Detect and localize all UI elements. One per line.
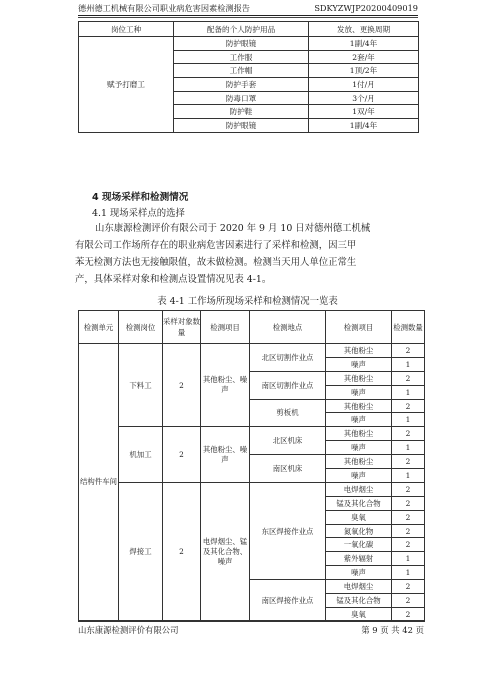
ppe-item-cell: 防护眼镜 [174,119,309,133]
hazard-cell: 噪声 [326,441,392,455]
quantity-cell: 2 [392,482,425,496]
hazard-cell: 其他粉尘 [326,371,392,385]
sampling-table [78,310,425,622]
post-cell: 赋予打磨工 [79,37,174,133]
cycle-cell: 3个/月 [309,91,419,105]
paragraph-line: 产，具体采样对象和检测点设置情况见表 4-1。 [75,274,272,285]
quantity-cell: 2 [392,399,425,413]
ppe-item-cell: 防护手套 [174,78,309,92]
quantity-cell: 1 [392,552,425,566]
column-header: 采样对象数量 [163,311,201,344]
quantity-cell: 1 [392,469,425,483]
ppe-table [78,21,419,133]
items-cell: 其他粉尘、噪声 [201,427,250,483]
location-cell: 东区焊接作业点 [250,482,326,579]
page-footer [78,624,424,636]
section-title: 4 现场采样和检测情况 [92,192,189,203]
footer-company: 山东康源检测评价有限公司 [78,625,179,635]
hazard-cell: 臭氧 [326,607,392,621]
quantity-cell: 1 [392,357,425,371]
paragraph-line: 有限公司工作场所存在的职业病危害因素进行了采样和检测，因三甲 [75,240,357,251]
ppe-item-cell: 防毒口罩 [174,91,309,105]
column-header: 配备的个人防护用品 [174,22,309,37]
paragraph-line: 山东康源检测评价有限公司于 2020 年 9 月 10 日对德州德工机械 [95,223,371,234]
quantity-cell: 2 [392,344,425,358]
sample-count-cell: 2 [163,482,201,621]
cycle-cell: 2套/年 [309,50,419,64]
cycle-cell: 1双/年 [309,105,419,119]
quantity-cell: 2 [392,538,425,552]
ppe-item-cell: 工作帽 [174,64,309,78]
table-header-row [79,22,419,37]
unit-cell: 结构件车间 [79,344,119,622]
sample-count-cell: 2 [163,344,201,427]
items-cell: 电焊烟尘、锰及其化合物、噪声 [201,482,250,621]
ppe-item-cell: 防护鞋 [174,105,309,119]
cycle-cell: 1付/月 [309,78,419,92]
quantity-cell: 2 [392,496,425,510]
quantity-cell: 1 [392,441,425,455]
location-cell: 南区焊接作业点 [250,580,326,622]
quantity-cell: 2 [392,524,425,538]
hazard-cell: 电焊烟尘 [326,482,392,496]
hazard-cell: 噪声 [326,385,392,399]
column-header: 检测数量 [392,311,425,344]
hazard-cell: 锰及其化合物 [326,496,392,510]
hazard-cell: 紫外辐射 [326,552,392,566]
hazard-cell: 噪声 [326,566,392,580]
hazard-cell: 电焊烟尘 [326,580,392,594]
hazard-cell: 氮氧化物 [326,524,392,538]
quantity-cell: 2 [392,371,425,385]
body-paragraph [75,220,418,288]
quantity-cell: 2 [392,455,425,469]
header-rule [78,15,418,16]
column-header: 检测岗位 [119,311,163,344]
table-row [79,482,425,496]
column-header: 检测项目 [201,311,250,344]
header-title: 德州德工机械有限公司职业病危害因素检测报告 [78,3,250,13]
quantity-cell: 1 [392,385,425,399]
table-row [79,37,419,51]
location-cell: 北区切割作业点 [250,344,326,372]
post-cell: 下料工 [119,344,163,427]
hazard-cell: 其他粉尘 [326,427,392,441]
hazard-cell: 锰及其化合物 [326,594,392,608]
quantity-cell: 1 [392,413,425,427]
location-cell: 南区机床 [250,455,326,483]
cycle-cell: 1副/4年 [309,37,419,51]
items-cell: 其他粉尘、噪声 [201,344,250,427]
hazard-cell: 噪声 [326,357,392,371]
quantity-cell: 2 [392,580,425,594]
hazard-cell: 其他粉尘 [326,455,392,469]
table-header-row [79,311,425,344]
cycle-cell: 1副/4年 [309,119,419,133]
quantity-cell: 2 [392,510,425,524]
column-header: 发放、更换周期 [309,22,419,37]
ppe-item-cell: 防护眼镜 [174,37,309,51]
hazard-cell: 其他粉尘 [326,399,392,413]
footer-rule [78,620,424,621]
column-header: 岗位工种 [79,22,174,37]
location-cell: 南区切割作业点 [250,371,326,399]
quantity-cell: 2 [392,594,425,608]
hazard-cell: 一氧化碳 [326,538,392,552]
cycle-cell: 1顶/2年 [309,64,419,78]
post-cell: 焊接工 [119,482,163,621]
location-cell: 北区机床 [250,427,326,455]
header-rule-thin [78,17,418,18]
table-caption: 表 4-1 工作场所现场采样和检测情况一览表 [157,296,338,307]
header-report-number: SDKYZWJP20200409019 [314,3,418,13]
table-row [79,344,425,358]
hazard-cell: 噪声 [326,413,392,427]
hazard-cell: 噪声 [326,469,392,483]
quantity-cell: 2 [392,427,425,441]
column-header: 检测地点 [250,311,326,344]
page-number: 第 9 页 共 42 页 [361,625,424,635]
hazard-cell: 其他粉尘 [326,344,392,358]
post-cell: 机加工 [119,427,163,483]
subsection-title: 4.1 现场采样点的选择 [92,208,185,219]
sample-count-cell: 2 [163,427,201,483]
paragraph-line: 苯无检测方法也无接触限值，故未做检测。检测当天用人单位正常生 [75,257,357,268]
column-header: 检测项目 [326,311,392,344]
ppe-item-cell: 工作服 [174,50,309,64]
quantity-cell: 1 [392,566,425,580]
location-cell: 剪板机 [250,399,326,427]
column-header: 检测单元 [79,311,119,344]
table-row [79,427,425,441]
quantity-cell: 2 [392,607,425,621]
hazard-cell: 臭氧 [326,510,392,524]
